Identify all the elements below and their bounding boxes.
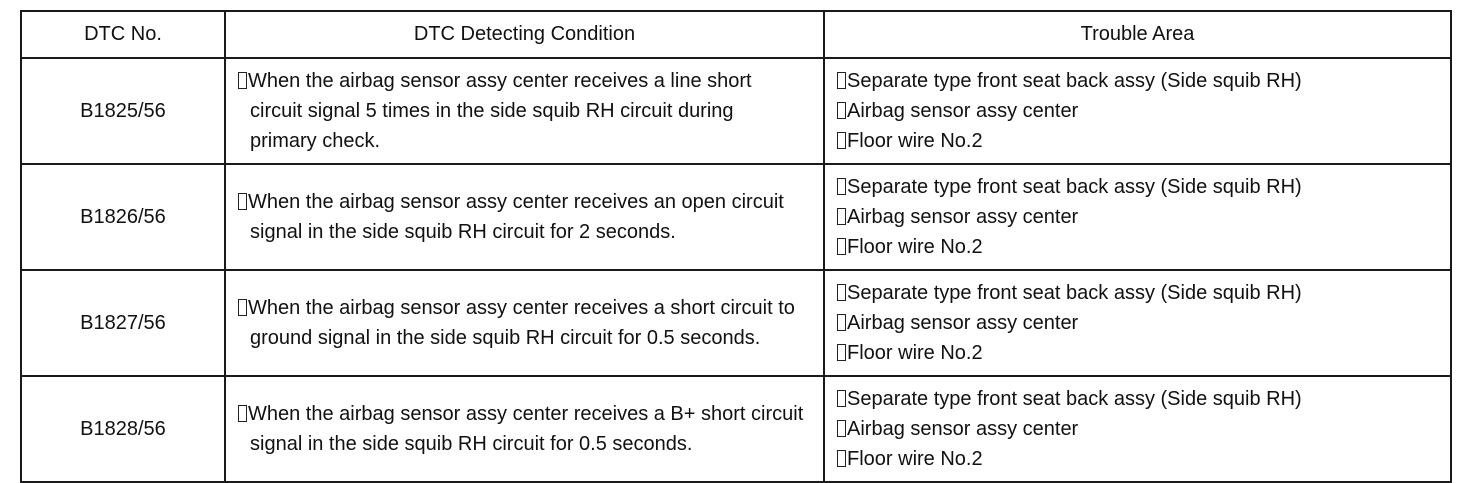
checkbox-glyph-icon [837, 314, 846, 331]
checkbox-glyph-icon [837, 344, 846, 361]
condition-text: When the airbag sensor assy center receives a line short circuit signal 5 times in the side squib RH circuit during primary check. [248, 70, 752, 152]
trouble-area-item [837, 66, 1440, 96]
trouble-area [824, 376, 1451, 482]
trouble-area-item [837, 172, 1440, 202]
trouble-area-text: Floor wire No.2 [847, 342, 983, 364]
detecting-condition [225, 58, 824, 164]
trouble-area-text: Separate type front seat back assy (Side squib RH) [847, 176, 1302, 198]
trouble-area-text: Airbag sensor assy center [847, 100, 1079, 122]
condition-text: When the airbag sensor assy center receives an open circuit signal in the side squib RH circuit for 2 seconds. [248, 191, 784, 243]
table-header-row [21, 11, 1451, 58]
trouble-area [824, 164, 1451, 270]
trouble-area-item [837, 232, 1440, 262]
trouble-area [824, 58, 1451, 164]
table-row [21, 270, 1451, 376]
trouble-area-text: Floor wire No.2 [847, 236, 983, 258]
trouble-area-item [837, 338, 1440, 368]
checkbox-glyph-icon [837, 390, 846, 407]
dtc-code: B1825/56 [21, 58, 225, 164]
detecting-condition [225, 270, 824, 376]
table-row [21, 58, 1451, 164]
header-trouble-area: Trouble Area [824, 11, 1451, 58]
checkbox-glyph-icon [837, 72, 846, 89]
trouble-area-item [837, 414, 1440, 444]
trouble-area-item [837, 444, 1440, 474]
dtc-table [20, 10, 1452, 483]
checkbox-glyph-icon [238, 405, 247, 422]
checkbox-glyph-icon [837, 238, 846, 255]
trouble-area-text: Floor wire No.2 [847, 448, 983, 470]
checkbox-glyph-icon [837, 450, 846, 467]
trouble-area-item [837, 384, 1440, 414]
condition-text: When the airbag sensor assy center receives a short circuit to ground signal in the side squib RH circuit for 0.5 seconds. [248, 297, 795, 349]
trouble-area-item [837, 202, 1440, 232]
trouble-area-text: Separate type front seat back assy (Side squib RH) [847, 282, 1302, 304]
trouble-area-item [837, 308, 1440, 338]
trouble-area-item [837, 96, 1440, 126]
header-dtc-no: DTC No. [21, 11, 225, 58]
dtc-code: B1827/56 [21, 270, 225, 376]
checkbox-glyph-icon [238, 299, 247, 316]
checkbox-glyph-icon [837, 102, 846, 119]
header-detecting-condition: DTC Detecting Condition [225, 11, 824, 58]
checkbox-glyph-icon [837, 284, 846, 301]
checkbox-glyph-icon [837, 132, 846, 149]
condition-text: When the airbag sensor assy center receives a B+ short circuit signal in the side squib RH circuit for 0.5 seconds. [248, 403, 804, 455]
trouble-area-text: Floor wire No.2 [847, 130, 983, 152]
trouble-area-text: Airbag sensor assy center [847, 312, 1079, 334]
trouble-area-text: Airbag sensor assy center [847, 206, 1079, 228]
checkbox-glyph-icon [837, 208, 846, 225]
detecting-condition [225, 376, 824, 482]
trouble-area-text: Separate type front seat back assy (Side squib RH) [847, 388, 1302, 410]
trouble-area-text: Separate type front seat back assy (Side squib RH) [847, 70, 1302, 92]
checkbox-glyph-icon [837, 178, 846, 195]
trouble-area-item [837, 278, 1440, 308]
trouble-area-text: Airbag sensor assy center [847, 418, 1079, 440]
trouble-area [824, 270, 1451, 376]
table-row [21, 376, 1451, 482]
trouble-area-item [837, 126, 1440, 156]
checkbox-glyph-icon [238, 193, 247, 210]
detecting-condition [225, 164, 824, 270]
checkbox-glyph-icon [837, 420, 846, 437]
table-row [21, 164, 1451, 270]
dtc-code: B1826/56 [21, 164, 225, 270]
dtc-code: B1828/56 [21, 376, 225, 482]
checkbox-glyph-icon [238, 72, 247, 89]
